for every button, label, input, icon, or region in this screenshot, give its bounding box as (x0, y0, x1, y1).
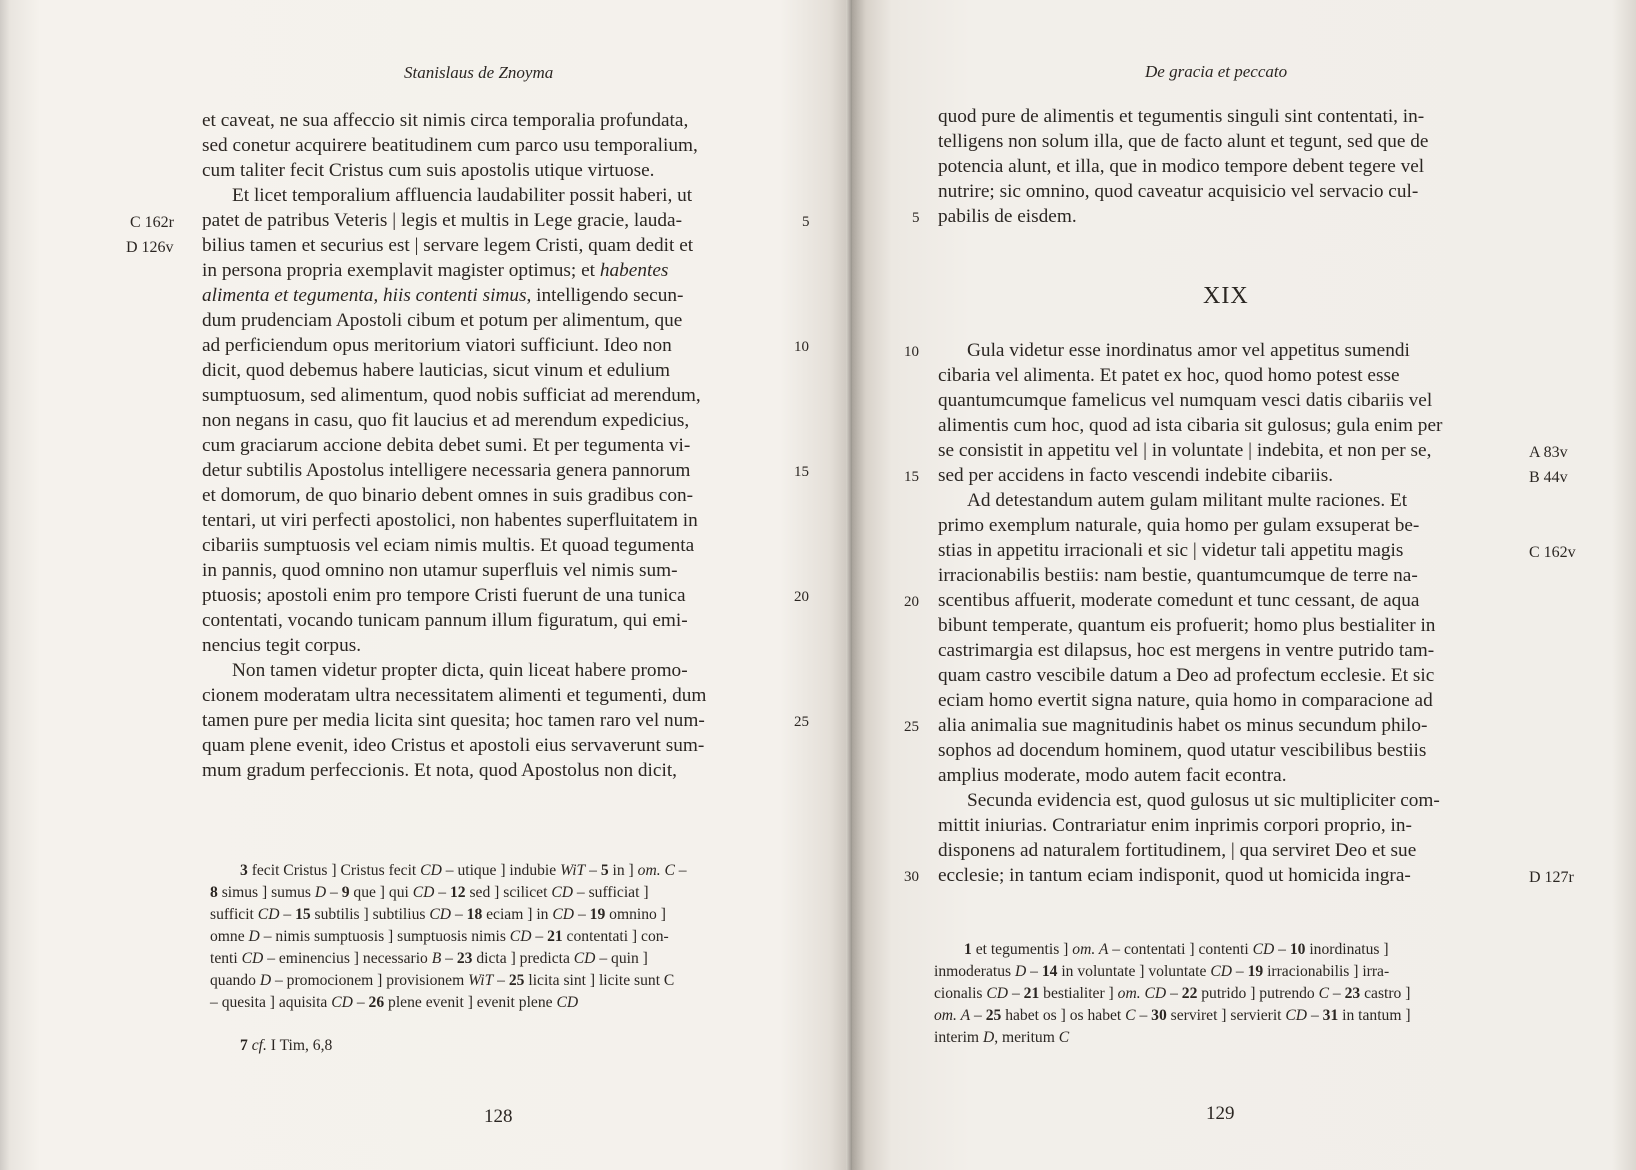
text-line (202, 261, 668, 280)
text-line: Gula videtur esse inordinatus amor vel appetitus sumendi (967, 340, 1410, 361)
text-line: quod pure de alimentis et tegumentis singuli sint contentati, in- (938, 106, 1425, 127)
apparatus-segment: C (1058, 1029, 1070, 1046)
apparatus-segment: 31 (1322, 1007, 1339, 1024)
text-line: se consistit in appetitu vel | in voluntate | indebita, et non per se, (938, 440, 1432, 461)
apparatus-segment: quando (210, 972, 260, 989)
line-number: 30 (904, 869, 919, 885)
apparatus-segment: – (451, 906, 467, 923)
text-line: cum graciarum accione debita debet sumi. Et per tegumenta vi- (202, 435, 691, 456)
apparatus-segment: 30 (1151, 1007, 1167, 1024)
text-line: irracionabilis bestiis: nam bestie, quantumcumque de terre na- (938, 565, 1418, 586)
apparatus-segment: CD (429, 906, 452, 923)
apparatus-segment: tenti (210, 950, 242, 967)
apparatus-segment: om. A (934, 1007, 971, 1024)
apparatus-segment: D (259, 972, 272, 989)
apparatus-segment: B (431, 950, 442, 967)
apparatus-segment: – (1008, 985, 1024, 1002)
apparatus-segment: C (1318, 985, 1330, 1002)
line-number: 20 (904, 594, 919, 610)
apparatus-segment: CD (556, 994, 579, 1011)
apparatus-segment: – (441, 950, 457, 967)
apparatus-segment: om. C (637, 862, 675, 879)
apparatus-segment: CD (1285, 1007, 1308, 1024)
text-line: cibaria vel alimenta. Et patet ex hoc, quod homo potest esse (938, 365, 1400, 386)
apparatus-segment: om. CD (1117, 985, 1167, 1002)
text-line: ptuosis; apostoli enim pro tempore Cristi fuerunt de una tunica (202, 585, 686, 606)
apparatus-segment: bestialiter ] (1039, 985, 1118, 1002)
apparatus-segment: CD (551, 884, 574, 901)
manuscript-siglum: D 127r (1529, 869, 1574, 886)
text-line: cionem moderatam ultra necessitatem alimenti et tegumenti, dum (202, 685, 707, 706)
apparatus-segment: 19 (1247, 963, 1264, 980)
text-line: primo exemplum naturale, quia homo per gulam exsuperat be- (938, 515, 1420, 536)
text-line: dicit, quod debemus habere lauticias, sicut vinum et edulium (202, 360, 670, 381)
line-number: 5 (912, 210, 920, 226)
text-line: sed conetur acquirere beatitudinem cum parco usu temporalium, (202, 135, 698, 156)
apparatus-segment: WiT (468, 972, 494, 989)
apparatus-segment: – contentati ] contenti (1108, 941, 1253, 958)
apparatus-segment: 5 (600, 862, 609, 879)
apparatus-segment: interim (934, 1029, 983, 1046)
apparatus-segment: WiT (560, 862, 586, 879)
apparatus-segment: 12 (450, 884, 466, 901)
apparatus-segment: cionalis (934, 985, 987, 1002)
line-number: 25 (904, 719, 919, 735)
apparatus-segment: castro ] (1360, 985, 1411, 1002)
apparatus-segment: – (970, 1007, 986, 1024)
apparatus-line (934, 1008, 1411, 1024)
chapter-heading: XIX (1203, 283, 1249, 309)
apparatus-line (934, 964, 1389, 980)
apparatus-segment: CD (412, 884, 435, 901)
text-line: ad perficiendum opus meritorium viatori sufficiunt. Ideo non (202, 335, 672, 356)
text-segment: in persona propria exemplavit magister optimus; et (202, 260, 596, 281)
apparatus-segment: D (982, 1029, 995, 1046)
apparatus-segment: 25 (508, 972, 525, 989)
text-line: potencia alunt, et illa, que in modico tempore debent tegere vel (938, 156, 1425, 177)
text-line: mum gradum perfeccionis. Et nota, quod Apostolus non dicit, (202, 760, 677, 781)
apparatus-segment: CD (552, 906, 575, 923)
manuscript-siglum: D 126v (126, 239, 174, 256)
apparatus-segment: – (352, 994, 369, 1011)
apparatus-segment: 14 (1041, 963, 1058, 980)
apparatus-segment: 22 (1181, 985, 1198, 1002)
apparatus-segment: – quesita ] aquisita (210, 994, 332, 1011)
line-number: 15 (794, 464, 809, 480)
apparatus-segment: CD (509, 928, 532, 945)
apparatus-segment: serviret ] servierit (1166, 1007, 1286, 1024)
page-number: 129 (1206, 1103, 1235, 1124)
text-line: quam castro vescibile datum a Deo ad profectum ecclesie. Et sic (938, 665, 1435, 686)
apparatus-line (934, 986, 1410, 1002)
apparatus-segment: om. A (1072, 941, 1109, 958)
apparatus-segment: – (1274, 941, 1290, 958)
text-line: alia animalia sue magnitudinis habet os minus secundum philo- (938, 715, 1428, 736)
text-line: tamen pure per media licita sint quesita; hoc tamen raro vel num- (202, 710, 705, 731)
apparatus-segment: 21 (547, 928, 563, 945)
apparatus-segment: – nimis sumptuosis ] sumptuosis nimis (259, 928, 510, 945)
text-line: et caveat, ne sua affeccio sit nimis circa temporalia profundata, (202, 110, 689, 131)
text-line: dum prudenciam Apostoli cibum et potum per alimentum, que (202, 310, 683, 331)
apparatus-segment: CD (331, 994, 353, 1011)
text-line: detur subtilis Apostolus intelligere necessaria genera pannorum (202, 460, 691, 481)
apparatus-segment: 10 (1289, 941, 1306, 958)
apparatus-line (210, 907, 666, 923)
text-line: ecclesie; in tantum eciam indisponit, quod ut homicida ingra- (938, 865, 1411, 886)
text-segment: , intelligendo secun- (526, 285, 684, 306)
apparatus-segment: in tantum ] (1338, 1007, 1411, 1024)
text-line: eciam homo evertit signa nature, quia homo in comparacione ad (938, 690, 1433, 711)
apparatus-segment: eciam ] in (482, 906, 553, 923)
manuscript-siglum: C 162r (130, 214, 174, 231)
apparatus-segment: simus ] sumus (217, 884, 315, 901)
text-line: contentati, vocando tunicam pannum illum figuratum, qui emi- (202, 610, 688, 631)
text-line: bilius tamen et securius est | servare legem Cristi, quam dedit et (202, 235, 694, 256)
apparatus-segment: inmoderatus (934, 963, 1015, 980)
apparatus-line (210, 973, 674, 989)
line-number: 20 (794, 589, 809, 605)
text-line: scentibus affuerit, moderate comedunt et tunc cessant, de aqua (938, 590, 1420, 611)
running-head: Stanislaus de Znoyma (404, 63, 554, 82)
apparatus-segment: 23 (456, 950, 473, 967)
text-line: castrimargia est dilapsus, hoc est mergens in ventre putrido tam- (938, 640, 1435, 661)
biblical-quote: alimenta et tegumenta, hiis contenti simus (202, 285, 527, 306)
apparatus-segment: – (1329, 985, 1345, 1002)
text-line: nencius tegit corpus. (202, 635, 362, 656)
apparatus-line (210, 929, 669, 945)
apparatus-segment: 7 (240, 1037, 248, 1054)
apparatus-segment: CD (986, 985, 1009, 1002)
apparatus-segment: sufficit (210, 906, 258, 923)
manuscript-siglum: A 83v (1529, 444, 1568, 461)
apparatus-segment: 21 (1023, 985, 1040, 1002)
text-line: sophos ad docendum hominem, quod utatur vescibilibus bestiis (938, 740, 1427, 761)
apparatus-segment: CD (1252, 941, 1275, 958)
apparatus-segment: – (1307, 1007, 1323, 1024)
apparatus-segment: – (585, 862, 601, 879)
text-line: sumptuosum, sed alimentum, quod nobis sufficiat ad merendum, (202, 385, 701, 406)
biblical-quote: habentes (599, 260, 669, 281)
manuscript-siglum: C 162v (1529, 544, 1576, 561)
text-line: Non tamen videtur propter dicta, quin liceat habere promo- (232, 660, 688, 681)
apparatus-segment: – (674, 862, 687, 879)
apparatus-segment: , meritum (994, 1029, 1059, 1046)
text-line: quam plene evenit, ideo Cristus et apostoli eius servaverunt sum- (202, 735, 705, 756)
apparatus-segment: sed ] scilicet (465, 884, 552, 901)
source-note (240, 1038, 332, 1054)
text-line: stias in appetitu irracionali et sic | videtur tali appetitu magis (938, 540, 1404, 561)
apparatus-segment: fecit Cristus ] Cristus fecit (247, 862, 421, 879)
apparatus-segment: D (248, 928, 260, 945)
text-line: Secunda evidencia est, quod gulosus ut sic multipliciter com- (967, 790, 1440, 811)
apparatus-line (240, 863, 687, 879)
text-line: non negans in casu, quo fit laucius et ad merendum expedicius, (202, 410, 690, 431)
text-line: cum taliter fecit Cristus cum suis apostolis utique virtuose. (202, 160, 655, 181)
apparatus-segment: in voluntate ] voluntate (1057, 963, 1211, 980)
apparatus-segment: CD (573, 950, 596, 967)
apparatus-segment: D (1014, 963, 1027, 980)
apparatus-segment: 18 (466, 906, 483, 923)
apparatus-segment: – utique ] indubie (441, 862, 561, 879)
text-line: disponens ad naturalem fortitudinem, | qua serviret Deo et sue (938, 840, 1417, 861)
text-line: telligens non solum illa, que de facto alunt et tegunt, sed que de (938, 131, 1429, 152)
line-number: 10 (794, 339, 809, 355)
apparatus-segment: 19 (589, 906, 606, 923)
apparatus-segment: que ] qui (349, 884, 413, 901)
line-number: 25 (794, 714, 809, 730)
text-line: patet de patribus Veteris | legis et multis in Lege gracie, lauda- (202, 210, 683, 231)
text-line: pabilis de eisdem. (938, 206, 1077, 227)
apparatus-segment: – (574, 906, 590, 923)
apparatus-segment: – quin ] (595, 950, 648, 967)
manuscript-siglum: B 44v (1529, 469, 1568, 486)
text-line: bibunt temperate, quantum eis profuerit; homo plus bestialiter in (938, 615, 1436, 636)
apparatus-segment: subtilis ] subtilius (310, 906, 430, 923)
apparatus-line (210, 995, 578, 1011)
text-line: cibariis sumptuosis vel eciam nimis multis. Et quoad tegumenta (202, 535, 695, 556)
apparatus-segment: – (434, 884, 450, 901)
apparatus-segment: – (326, 884, 342, 901)
apparatus-segment: – (1026, 963, 1042, 980)
apparatus-segment: 26 (368, 994, 385, 1011)
text-line (202, 286, 683, 305)
running-head: De gracia et peccato (1145, 62, 1288, 81)
text-line: amplius moderate, modo autem facit econtra. (938, 765, 1287, 786)
apparatus-segment: – promocionem ] provisionem (271, 972, 469, 989)
apparatus-segment: CD (420, 862, 442, 879)
apparatus-segment: – (1231, 963, 1248, 980)
apparatus-line (210, 951, 648, 967)
text-line: alimentis cum hoc, quod ad ista cibaria sit gulosus; gula enim per (938, 415, 1443, 436)
apparatus-segment: 25 (985, 1007, 1002, 1024)
apparatus-segment: irracionabilis ] irra- (1263, 963, 1390, 980)
apparatus-segment: plene evenit ] evenit plene (384, 994, 557, 1011)
apparatus-segment: licita sint ] licite sunt C (524, 972, 675, 989)
apparatus-segment: in ] (608, 862, 638, 879)
apparatus-segment: 15 (295, 906, 311, 923)
apparatus-line (934, 1030, 1069, 1046)
apparatus-segment: – (1135, 1007, 1152, 1024)
line-number: 5 (802, 214, 810, 230)
apparatus-segment: – (493, 972, 509, 989)
text-line: nutrire; sic omnino, quod caveatur acquisicio vel servacio cul- (938, 181, 1419, 202)
apparatus-segment: cf. (251, 1037, 267, 1054)
apparatus-segment: inordinatus ] (1305, 941, 1389, 958)
apparatus-segment: CD (241, 950, 264, 967)
apparatus-segment: I Tim, 6,8 (270, 1037, 333, 1054)
apparatus-segment: 1 (964, 941, 972, 958)
line-number: 15 (904, 469, 919, 485)
apparatus-segment: CD (1210, 963, 1232, 980)
apparatus-segment: 8 (210, 884, 218, 901)
apparatus-segment: – (531, 928, 548, 945)
apparatus-segment: putrido ] putrendo (1197, 985, 1319, 1002)
text-line: Et licet temporalium affluencia laudabiliter possit haberi, ut (232, 185, 693, 206)
text-line: mittit iniurias. Contrariatur enim inprimis corpori proprio, in- (938, 815, 1412, 836)
text-line: sed per accidens in facto vescendi indebite cibariis. (938, 465, 1334, 486)
line-number: 10 (904, 344, 919, 360)
apparatus-segment: 23 (1344, 985, 1361, 1002)
apparatus-segment: omnino ] (605, 906, 666, 923)
apparatus-segment: – eminencius ] necessario (263, 950, 432, 967)
text-line: in pannis, quod omnino non utamur superfluis vel nimis sum- (202, 560, 678, 581)
apparatus-segment: 9 (341, 884, 350, 901)
right-page (852, 0, 1636, 1170)
apparatus-segment: – sufficiat ] (573, 884, 649, 901)
apparatus-segment: 3 (240, 862, 248, 879)
apparatus-segment: dicta ] predicta (472, 950, 574, 967)
apparatus-line (210, 885, 649, 901)
page-number: 128 (484, 1106, 513, 1127)
apparatus-segment: omne (210, 928, 249, 945)
apparatus-segment: – (279, 906, 296, 923)
apparatus-segment: D (314, 884, 327, 901)
text-line: et domorum, de quo binario debent omnes in suis gradibus con- (202, 485, 694, 506)
text-line: quantumcumque famelicus vel numquam vesci datis cibariis vel (938, 390, 1433, 411)
apparatus-segment: et tegumentis ] (971, 941, 1073, 958)
text-line: tentari, ut viri perfecti apostolici, non habentes superfluitatem in (202, 510, 698, 531)
apparatus-segment: habet os ] os habet (1001, 1007, 1126, 1024)
apparatus-segment: contentati ] con- (562, 928, 669, 945)
apparatus-segment: C (1125, 1007, 1136, 1024)
apparatus-segment: – (1166, 985, 1182, 1002)
text-line: Ad detestandum autem gulam militant multe raciones. Et (967, 490, 1408, 511)
apparatus-line (964, 942, 1389, 958)
apparatus-segment: CD (257, 906, 280, 923)
